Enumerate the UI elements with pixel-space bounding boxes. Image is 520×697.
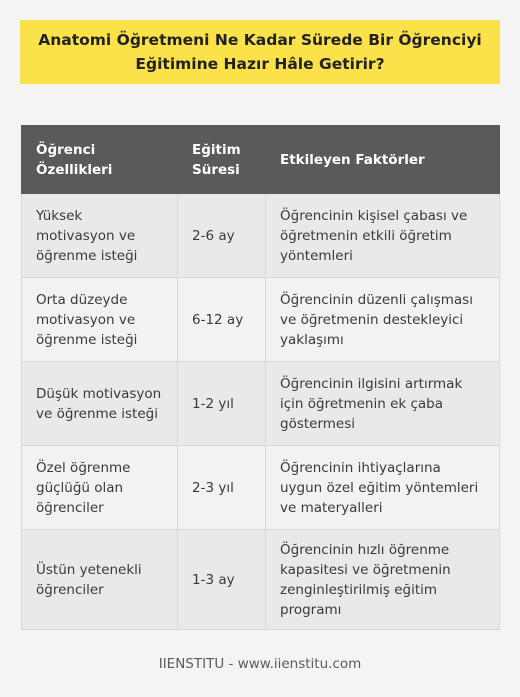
cell-factors: Öğrencinin ilgisini artırmak için öğretmenin ek çaba göstermesi [266, 362, 500, 446]
table-row [22, 362, 500, 446]
header-student-traits: Öğrenci Özellikleri [22, 126, 178, 194]
cell-student-traits: Özel öğrenme güçlüğü olan öğrenciler [22, 446, 178, 530]
cell-duration: 1-2 yıl [178, 362, 266, 446]
cell-duration: 2-3 yıl [178, 446, 266, 530]
cell-factors: Öğrencinin düzenli çalışması ve öğretmenin destekleyici yaklaşımı [266, 278, 500, 362]
cell-duration: 6-12 ay [178, 278, 266, 362]
cell-student-traits: Üstün yetenekli öğrenciler [22, 530, 178, 630]
table-row [22, 446, 500, 530]
table-row [22, 278, 500, 362]
table-row [22, 194, 500, 278]
comparison-table [21, 125, 500, 630]
cell-student-traits: Düşük motivasyon ve öğrenme isteği [22, 362, 178, 446]
cell-student-traits: Yüksek motivasyon ve öğrenme isteği [22, 194, 178, 278]
page-title: Anatomi Öğretmeni Ne Kadar Sürede Bir Öğrenciyi Eğitimine Hazır Hâle Getirir? [38, 31, 482, 73]
cell-factors: Öğrencinin ihtiyaçlarına uygun özel eğitim yöntemleri ve materyalleri [266, 446, 500, 530]
table-row [22, 530, 500, 630]
cell-factors: Öğrencinin hızlı öğrenme kapasitesi ve öğretmenin zenginleştirilmiş eğitim programı [266, 530, 500, 630]
cell-duration: 1-3 ay [178, 530, 266, 630]
footer-credit: IIENSTITU - www.iienstitu.com [158, 656, 362, 672]
table-header-row [22, 126, 500, 194]
cell-student-traits: Orta düzeyde motivasyon ve öğrenme isteği [22, 278, 178, 362]
title-banner [20, 20, 500, 84]
cell-factors: Öğrencinin kişisel çabası ve öğretmenin etkili öğretim yöntemleri [266, 194, 500, 278]
header-influencing-factors: Etkileyen Faktörler [266, 126, 500, 194]
header-training-duration: Eğitim Süresi [178, 126, 266, 194]
cell-duration: 2-6 ay [178, 194, 266, 278]
